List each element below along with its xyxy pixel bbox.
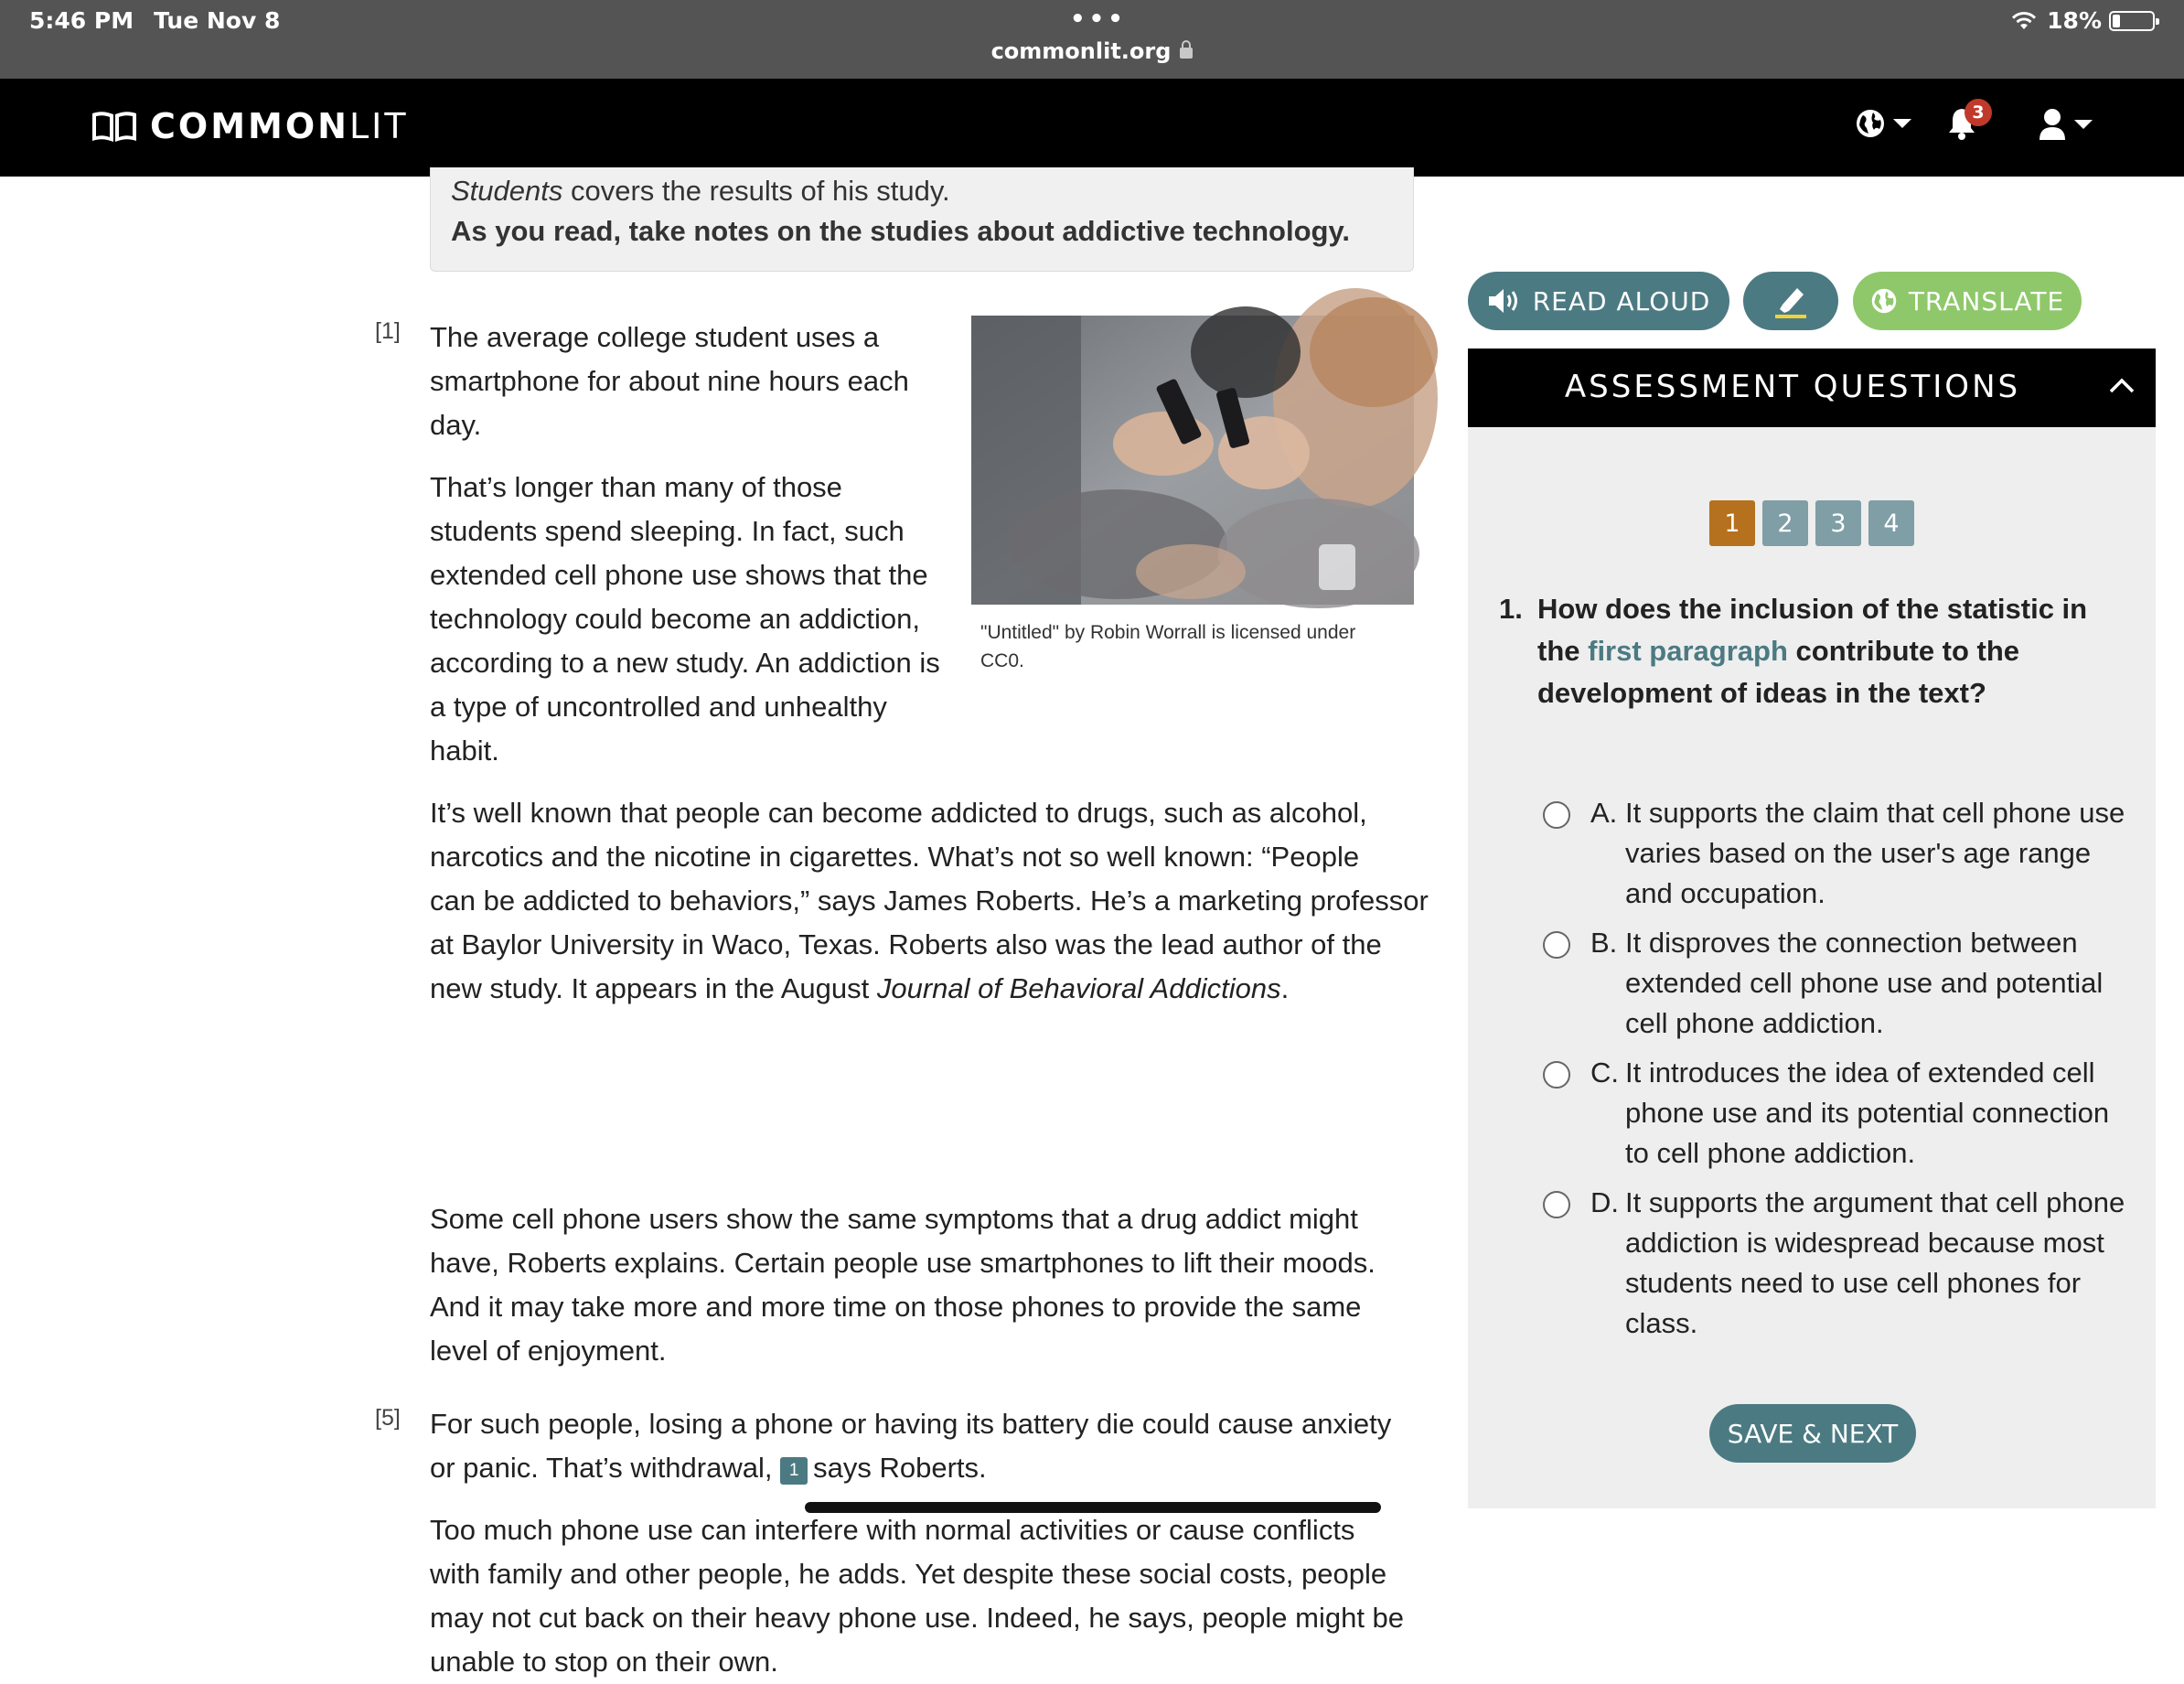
- wifi-icon: [2010, 11, 2038, 31]
- url-text: commonlit.org: [990, 38, 1172, 64]
- text-line: day.: [430, 409, 482, 441]
- assessment-title: ASSESSMENT QUESTIONS: [1564, 369, 2021, 405]
- radio-button[interactable]: [1543, 931, 1570, 959]
- intro-box: [430, 167, 1414, 272]
- question-tab-1[interactable]: 1: [1709, 500, 1755, 546]
- text-span: new study. It appears in the August: [430, 972, 877, 1004]
- question-text: [1499, 588, 2123, 714]
- text-line: technology could become an addiction,: [430, 603, 920, 635]
- chevron-down-icon: [1893, 119, 1911, 128]
- text-line: The average college student uses a: [430, 321, 880, 353]
- question-tabs: [1709, 500, 1922, 546]
- paragraph-4[interactable]: [430, 1197, 1376, 1373]
- option-text: It introduces the idea of extended cell phone use and its potential connection to cell phone addiction.: [1625, 1057, 2110, 1169]
- paragraph-1[interactable]: [430, 316, 909, 447]
- highlighter-icon: [1772, 283, 1810, 319]
- text-line: habit.: [430, 735, 499, 767]
- assessment-header[interactable]: [1468, 349, 2156, 427]
- translate-button[interactable]: [1853, 272, 2082, 330]
- lock-icon: [1180, 48, 1193, 59]
- notifications-button[interactable]: [1946, 102, 1985, 145]
- app-header: [0, 79, 2184, 177]
- text-line: at Baylor University in Waco, Texas. Roberts also was the lead author of the: [430, 928, 1382, 960]
- address-bar[interactable]: [0, 38, 2184, 64]
- text-span: .: [1280, 972, 1290, 1004]
- option-letter: A.: [1590, 797, 1618, 829]
- option-letter: D.: [1590, 1186, 1619, 1218]
- language-menu[interactable]: [1855, 108, 1911, 139]
- logo-light: LIT: [348, 106, 409, 146]
- question-tab-3[interactable]: 3: [1815, 500, 1861, 546]
- browser-more-dots-icon[interactable]: •••: [1070, 5, 1127, 33]
- text-line: narcotics and the nicotine in cigarettes. What’s not so well known: “People: [430, 841, 1360, 873]
- book-logo-icon: [90, 108, 139, 145]
- phone-users-photo: [971, 316, 1414, 605]
- ios-status-bar: [0, 0, 2184, 79]
- text-line: Some cell phone users show the same symptoms that a drug addict might: [430, 1203, 1358, 1235]
- text-line: It’s well known that people can become addicted to drugs, such as alcohol,: [430, 797, 1367, 829]
- intro-italic: Students: [451, 175, 563, 207]
- reading-passage: [0, 175, 1463, 1678]
- read-aloud-label: READ ALOUD: [1532, 285, 1711, 316]
- highlighter-button[interactable]: [1743, 272, 1838, 330]
- text-line: according to a new study. An addiction is: [430, 647, 940, 679]
- paragraph-number: [5]: [375, 1405, 401, 1431]
- option-letter: B.: [1590, 927, 1618, 959]
- text-span: or panic. That’s withdrawal,: [430, 1452, 773, 1484]
- caption-line: CC0.: [980, 650, 1024, 671]
- text-line: unable to stop on their own.: [430, 1646, 778, 1678]
- status-time: [29, 7, 280, 34]
- intro-rest: covers the results of his study.: [562, 175, 950, 207]
- paragraph-3[interactable]: [430, 791, 1429, 1011]
- text-line: For such people, losing a phone or having its battery die could cause anxiety: [430, 1408, 1392, 1440]
- figure-caption: [971, 618, 1414, 675]
- text-line: That’s longer than many of those: [430, 471, 842, 503]
- journal-title: Journal of Behavioral Addictions: [876, 972, 1281, 1004]
- option-text: It supports the argument that cell phone addiction is widespread because most students need to use cell phones for class.: [1625, 1186, 2125, 1339]
- logo-text: [150, 106, 409, 146]
- translate-label: TRANSLATE: [1908, 285, 2065, 316]
- text-line: [430, 1446, 1391, 1490]
- text-span: says Roberts.: [813, 1452, 987, 1484]
- text-line: smartphone for about nine hours each: [430, 365, 909, 397]
- question-pre: How does the inclusion of the statistic in the: [1537, 593, 2088, 667]
- footnote-badge[interactable]: 1: [780, 1457, 808, 1485]
- chevron-down-icon: [2074, 120, 2093, 129]
- notification-count-badge: 3: [1965, 99, 1992, 126]
- radio-button[interactable]: [1543, 1191, 1570, 1218]
- text-line: Too much phone use can interfere with normal activities or cause conflicts: [430, 1514, 1355, 1546]
- caption-line: "Untitled" by Robin Worrall is licensed under: [980, 622, 1356, 643]
- battery-percent: 18%: [2047, 7, 2102, 34]
- text-line: extended cell phone use shows that the: [430, 559, 928, 591]
- user-menu[interactable]: [2038, 108, 2093, 141]
- question-tab-4[interactable]: 4: [1868, 500, 1914, 546]
- status-clock: 5:46 PM: [29, 7, 134, 34]
- globe-icon: [1855, 108, 1886, 139]
- text-line: students spend sleeping. In fact, such: [430, 515, 905, 547]
- option-text: It supports the claim that cell phone use varies based on the user's age range and occupation.: [1625, 797, 2125, 909]
- status-indicators: [2010, 7, 2155, 34]
- assessment-panel: [1468, 427, 2156, 1508]
- text-line: have, Roberts explains. Certain people use smartphones to lift their moods.: [430, 1247, 1376, 1279]
- option-letter: C.: [1590, 1057, 1619, 1089]
- text-line: level of enjoyment.: [430, 1335, 667, 1367]
- intro-line-1: [451, 175, 950, 208]
- question-tab-2[interactable]: 2: [1762, 500, 1808, 546]
- article-figure: [971, 316, 1414, 675]
- radio-button[interactable]: [1543, 801, 1570, 829]
- commonlit-logo[interactable]: [90, 106, 409, 146]
- status-date: Tue Nov 8: [154, 7, 281, 34]
- speaker-icon: [1487, 287, 1522, 315]
- user-icon: [2038, 108, 2067, 141]
- battery-icon: [2109, 11, 2155, 31]
- radio-button[interactable]: [1543, 1061, 1570, 1089]
- home-indicator[interactable]: [805, 1502, 1381, 1513]
- save-next-button[interactable]: SAVE & NEXT: [1709, 1404, 1916, 1463]
- paragraph-5[interactable]: [430, 1402, 1391, 1490]
- globe-icon: [1870, 287, 1898, 315]
- text-line: can be addicted to behaviors,” says James Roberts. He’s a marketing professor: [430, 885, 1429, 917]
- intro-instruction: As you read, take notes on the studies about addictive technology.: [451, 215, 1350, 247]
- text-line: [430, 967, 1429, 1011]
- question-number: 1.: [1499, 593, 1523, 625]
- option-text: It disproves the connection between extended cell phone use and potential cell phone addiction.: [1625, 927, 2104, 1039]
- paragraph-2[interactable]: [430, 466, 940, 773]
- text-line: may not cut back on their heavy phone use. Indeed, he says, people might be: [430, 1602, 1405, 1634]
- read-aloud-button[interactable]: [1468, 272, 1729, 330]
- question-post: contribute to the development of ideas in the text?: [1537, 635, 2020, 709]
- paragraph-number: [1]: [375, 318, 401, 344]
- first-paragraph-link[interactable]: first paragraph: [1588, 635, 1788, 667]
- text-line: with family and other people, he adds. Yet despite these social costs, people: [430, 1558, 1387, 1590]
- logo-bold: COMMON: [150, 106, 349, 146]
- battery-fill: [2113, 15, 2120, 27]
- chevron-up-icon[interactable]: [2108, 376, 2136, 394]
- paragraph-6[interactable]: [430, 1508, 1404, 1684]
- text-line: a type of uncontrolled and unhealthy: [430, 691, 887, 723]
- text-line: And it may take more and more time on those phones to provide the same: [430, 1291, 1362, 1323]
